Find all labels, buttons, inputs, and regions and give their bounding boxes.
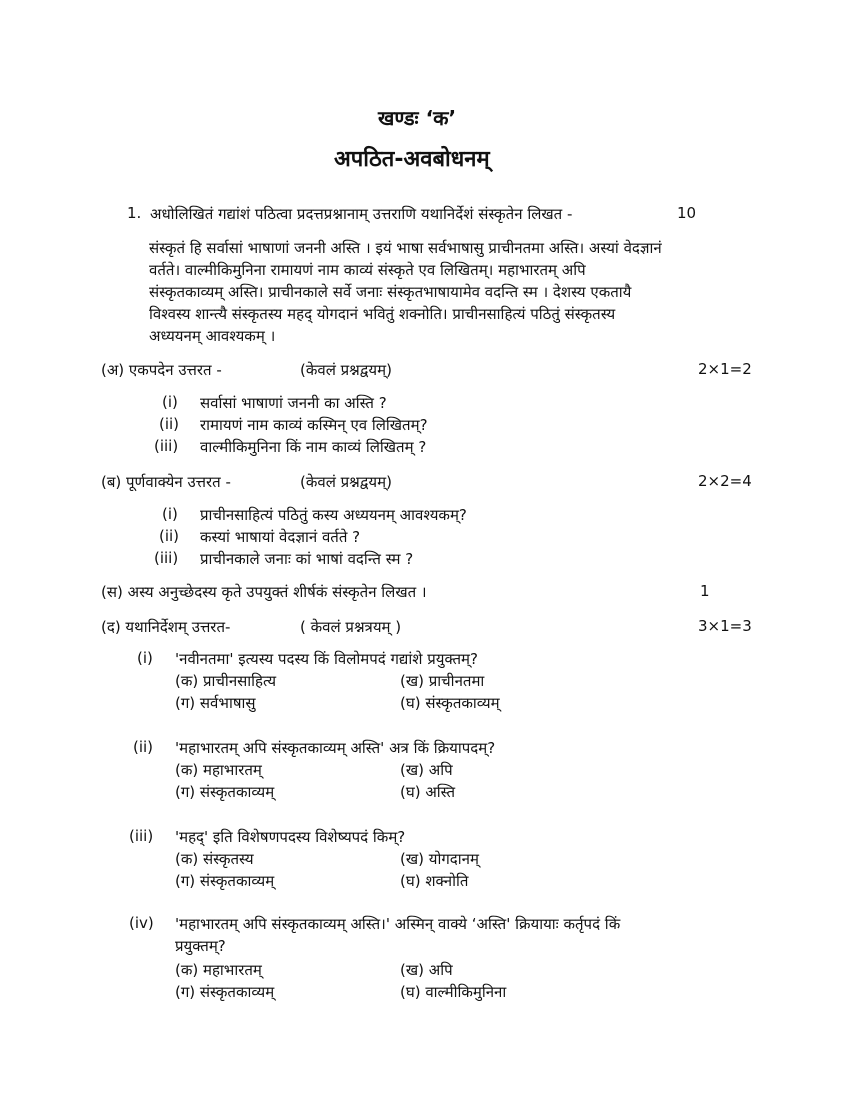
item-text: कस्यां भाषायां वेदज्ञानं वर्तते ? — [200, 528, 361, 546]
item-text: 'नवीनतमा' इत्यस्य पदस्य किं विलोमपदं गद्यांशे प्रयुक्तम्? — [175, 650, 478, 668]
item-number: (ii) — [133, 738, 154, 756]
option: (ग) सर्वभाषासु — [175, 694, 256, 712]
item-text: 'महद्' इति विशेषणपदस्य विशेष्यपदं किम्? — [175, 828, 406, 846]
section-heading: खण्डः ‘क’ — [378, 106, 457, 130]
item-number: (ii) — [159, 527, 180, 545]
option: (ग) संस्कृतकाव्यम् — [175, 983, 275, 1001]
option: (ग) संस्कृतकाव्यम् — [175, 783, 275, 801]
option: (घ) वाल्मीकिमुनिना — [400, 983, 507, 1001]
item-number: (ii) — [159, 415, 180, 433]
section-a-label: (अ) एकपदेन उत्तरत - — [101, 361, 222, 379]
option: (ख) प्राचीनतमा — [400, 672, 485, 690]
passage-line: अध्ययनम् आवश्यकम् । — [149, 327, 276, 345]
question-number: 1. — [127, 204, 142, 222]
item-text: प्राचीनकाले जनाः कां भाषां वदन्ति स्म ? — [200, 550, 414, 568]
passage-line: विश्वस्य शान्त्यै संस्कृतस्य महद् योगदानं भवितुं शक्नोति। प्राचीनसाहित्यं पठितुं संस्कृतस्य — [149, 305, 616, 323]
option: (क) महाभारतम् — [175, 961, 262, 979]
section-b-note: (केवलं प्रश्नद्वयम्) — [300, 473, 392, 491]
passage-line: संस्कृतं हि सर्वासां भाषाणां जननी अस्ति । इयं भाषा सर्वभाषासु प्राचीनतमा अस्ति। अस्यां वेदज्ञानं — [149, 239, 662, 257]
question-instruction: अधोलिखितं गद्यांशं पठित्वा प्रदत्तप्रश्नानाम् उत्तराणि यथानिर्देशं संस्कृतेन लिखत - — [150, 205, 573, 223]
section-d-note: ( केवलं प्रश्नत्रयम् ) — [300, 618, 402, 636]
item-text: सर्वासां भाषाणां जननी का अस्ति ? — [200, 394, 387, 412]
item-number: (i) — [162, 393, 178, 411]
question-marks: 10 — [677, 204, 697, 222]
item-number: (iii) — [154, 549, 179, 567]
passage-line: वर्तते। वाल्मीकिमुनिना रामायणं नाम काव्यं संस्कृते एव लिखितम्। महाभारतम् अपि — [149, 261, 586, 279]
section-s-label: (स) अस्य अनुच्छेदस्य कृते उपयुक्तं शीर्षकं संस्कृतेन लिखत । — [101, 583, 427, 601]
item-number: (iv) — [129, 914, 154, 932]
item-number: (i) — [137, 649, 153, 667]
option: (घ) अस्ति — [400, 783, 456, 801]
option: (ख) अपि — [400, 961, 453, 979]
item-text-continued: प्रयुक्तम्? — [175, 937, 226, 955]
option: (घ) शक्नोति — [400, 872, 469, 890]
item-text: 'महाभारतम् अपि संस्कृतकाव्यम् अस्ति।' अस्मिन् वाक्ये ‘अस्ति' क्रियायाः कर्तृपदं किं — [175, 915, 621, 933]
section-d-marks: 3×1=3 — [698, 617, 752, 635]
item-text: प्राचीनसाहित्यं पठितुं कस्य अध्ययनम् आवश्यकम्? — [200, 506, 467, 524]
option: (क) प्राचीनसाहित्य — [175, 672, 277, 690]
section-a-note: (केवलं प्रश्नद्वयम्) — [300, 361, 392, 379]
page-title: अपठित-अवबोधनम् — [334, 147, 490, 172]
option: (क) संस्कृतस्य — [175, 850, 254, 868]
section-b-label: (ब) पूर्णवाक्येन उत्तरत - — [101, 473, 231, 491]
item-text: 'महाभारतम् अपि संस्कृतकाव्यम् अस्ति' अत्र किं क्रियापदम्? — [175, 739, 496, 757]
section-d-label: (द) यथानिर्देशम् उत्तरत- — [101, 618, 231, 636]
section-s-marks: 1 — [700, 582, 710, 600]
section-a-marks: 2×1=2 — [698, 360, 752, 378]
item-number: (iii) — [154, 437, 179, 455]
option: (क) महाभारतम् — [175, 761, 262, 779]
item-number: (iii) — [129, 827, 154, 845]
item-number: (i) — [162, 505, 178, 523]
option: (ख) अपि — [400, 761, 453, 779]
option: (घ) संस्कृतकाव्यम् — [400, 694, 500, 712]
option: (ग) संस्कृतकाव्यम् — [175, 872, 275, 890]
passage-line: संस्कृतकाव्यम् अस्ति। प्राचीनकाले सर्वे जनाः संस्कृतभाषायामेव वदन्ति स्म । देशस्य एकतायै — [149, 283, 632, 301]
item-text: वाल्मीकिमुनिना किं नाम काव्यं लिखितम् ? — [200, 438, 427, 456]
option: (ख) योगदानम् — [400, 850, 479, 868]
section-b-marks: 2×2=4 — [698, 472, 752, 490]
item-text: रामायणं नाम काव्यं कस्मिन् एव लिखितम्? — [200, 416, 428, 434]
